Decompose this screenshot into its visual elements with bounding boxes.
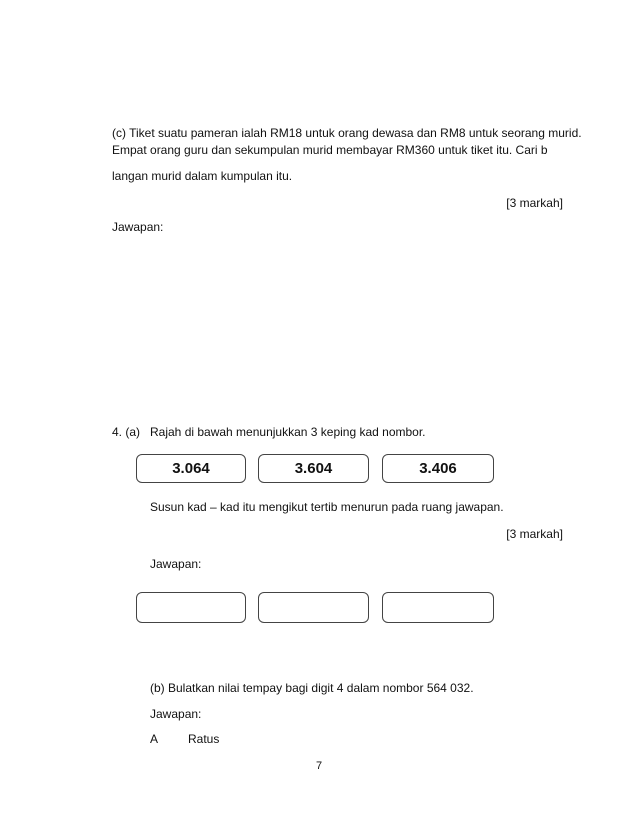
option-a-letter: A: [150, 732, 159, 746]
question-4-answer-label: Jawapan:: [150, 557, 202, 571]
question-4-instruction: Susun kad – kad itu mengikut tertib menurun pada ruang jawapan.: [150, 500, 504, 514]
question-4-prompt: Rajah di bawah menunjukkan 3 keping kad nombor.: [150, 425, 426, 439]
answer-box-3[interactable]: [382, 592, 494, 623]
number-card-2: 3.604: [258, 454, 369, 483]
option-a-text: Ratus: [188, 732, 220, 746]
answer-box-2[interactable]: [258, 592, 369, 623]
number-card-1: 3.064: [136, 454, 246, 483]
question-c-marks: [3 markah]: [506, 196, 563, 210]
question-c-line-3: langan murid dalam kumpulan itu.: [112, 169, 293, 183]
question-b-answer-label: Jawapan:: [150, 707, 202, 721]
number-card-3: 3.406: [382, 454, 494, 483]
question-4-marks: [3 markah]: [506, 527, 563, 541]
question-b-prompt: (b) Bulatkan nilai tempay bagi digit 4 dalam nombor 564 032.: [150, 681, 474, 695]
question-4-number: 4. (a): [112, 425, 141, 439]
page-number: 7: [315, 760, 323, 772]
question-c-line-1: (c) Tiket suatu pameran ialah RM18 untuk orang dewasa dan RM8 untuk seorang murid.: [112, 126, 582, 140]
answer-box-1[interactable]: [136, 592, 246, 623]
question-c-answer-label: Jawapan:: [112, 220, 164, 234]
question-c-line-2: Empat orang guru dan sekumpulan murid membayar RM360 untuk tiket itu. Cari b: [112, 143, 548, 157]
